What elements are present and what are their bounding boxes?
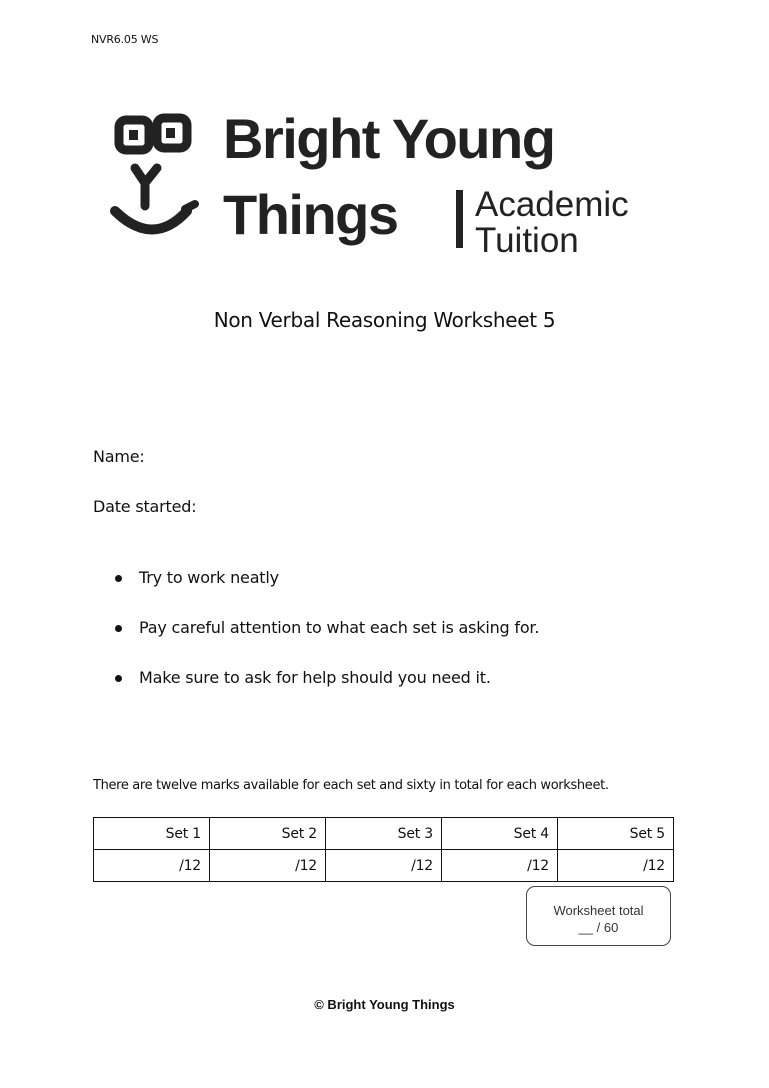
worksheet-total-value: __ / 60	[578, 920, 619, 935]
logo-line2: Things	[223, 183, 398, 246]
logo-line1: Bright Young	[223, 108, 555, 170]
score-cell: /12	[442, 850, 558, 882]
page-title: Non Verbal Reasoning Worksheet 5	[213, 308, 556, 332]
logo-academic: Academic	[475, 185, 629, 224]
tip-text: Try to work neatly	[139, 568, 279, 587]
table-row	[94, 818, 674, 850]
worksheet-total-box	[526, 886, 671, 946]
name-label: Name:	[93, 447, 145, 466]
list-item	[93, 656, 539, 706]
set-header: Set 3	[326, 818, 442, 850]
set-header: Set 1	[94, 818, 210, 850]
marks-note: There are twelve marks available for each set and sixty in total for each worksheet.	[93, 778, 609, 793]
set-header: Set 2	[210, 818, 326, 850]
tip-text: Make sure to ask for help should you need it.	[139, 668, 491, 687]
worksheet-total-label: Worksheet total	[553, 903, 644, 918]
score-cell: /12	[558, 850, 674, 882]
bullet-icon	[115, 675, 122, 682]
footer-copyright: © Bright Young Things	[314, 997, 455, 1012]
list-item	[93, 606, 539, 656]
document-code: NVR6.05 WS	[91, 33, 159, 46]
score-cell: /12	[326, 850, 442, 882]
tips-list	[93, 556, 539, 706]
score-table	[93, 817, 674, 882]
set-header: Set 4	[442, 818, 558, 850]
logo-divider	[456, 190, 463, 248]
set-header: Set 5	[558, 818, 674, 850]
bright-young-things-logo	[105, 108, 695, 268]
table-row	[94, 850, 674, 882]
logo-tuition: Tuition	[475, 221, 579, 260]
score-cell: /12	[94, 850, 210, 882]
bullet-icon	[115, 625, 122, 632]
date-started-label: Date started:	[93, 497, 197, 516]
score-cell: /12	[210, 850, 326, 882]
bullet-icon	[115, 575, 122, 582]
list-item	[93, 556, 539, 606]
tip-text: Pay careful attention to what each set is asking for.	[139, 618, 540, 637]
logo-mascot-icon	[115, 118, 195, 230]
